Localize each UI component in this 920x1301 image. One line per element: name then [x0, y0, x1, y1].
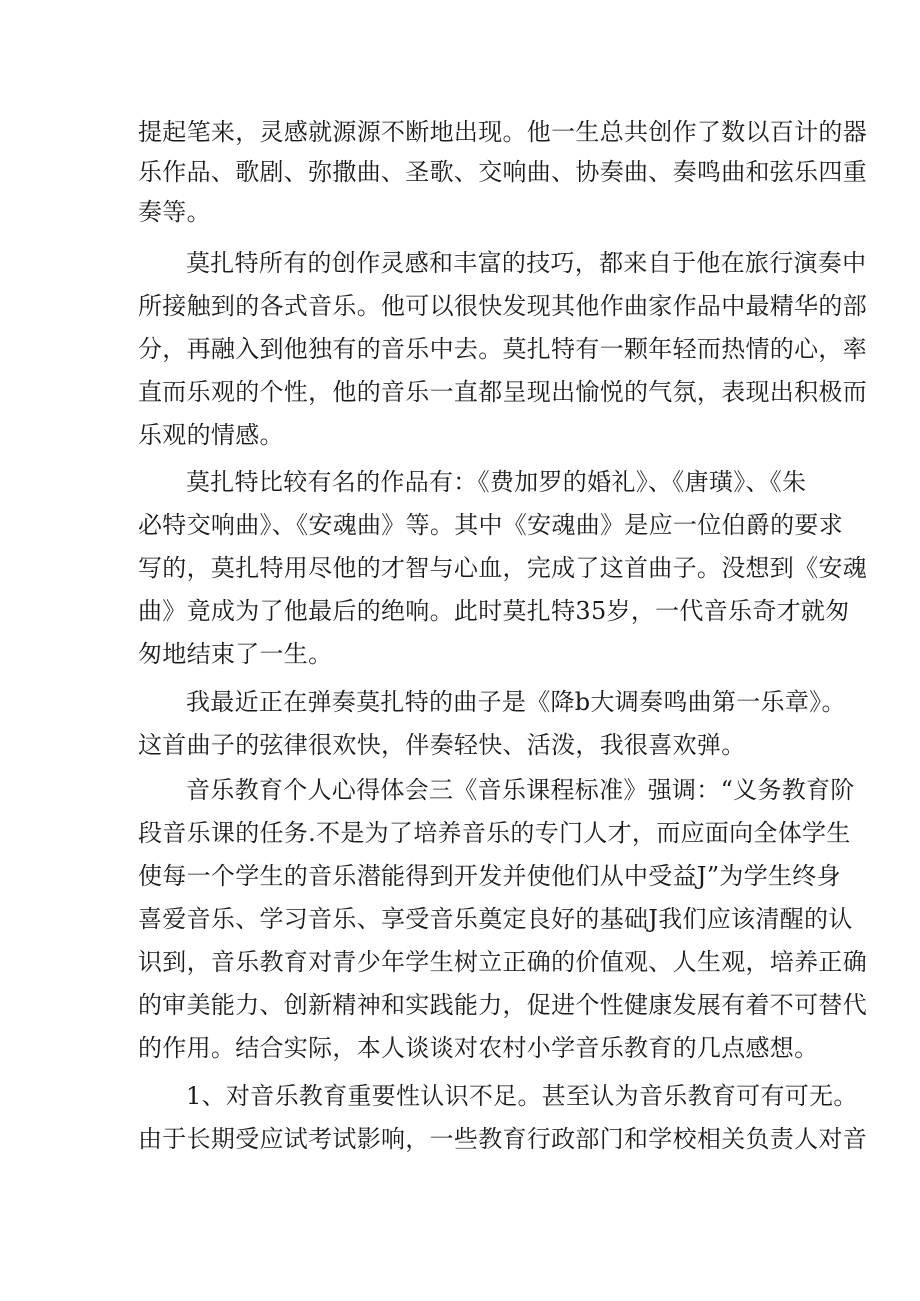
paragraph-line: 段音乐课的任务.不是为了培养音乐的专门人才，而应面向全体学生: [138, 819, 851, 847]
paragraph-line: 由于长期受应试考试影响，一些教育行政部门和学校相关负责人对音: [138, 1125, 867, 1153]
paragraph-line: 匆地结束了一生。: [138, 640, 333, 668]
paragraph-line: 1、对音乐教育重要性认识不足。甚至认为音乐教育可有可无。: [186, 1082, 858, 1110]
paragraph-line: 乐作品、歌剧、弥撒曲、圣歌、交响曲、协奏曲、奏鸣曲和弦乐四重: [138, 158, 867, 186]
paragraph-line: 提起笔来，灵感就源源不断地出现。他一生总共创作了数以百计的器: [138, 118, 867, 146]
paragraph-line: 音乐教育个人心得体会三《音乐课程标准》强调：“义务教育阶: [186, 776, 855, 804]
paragraph-line: 的作用。结合实际，本人谈谈对农村小学音乐教育的几点感想。: [138, 1034, 819, 1062]
paragraph-line: 乐观的情感。: [138, 421, 284, 449]
paragraph-line: 曲》竟成为了他最后的绝响。此时莫扎特35岁，一代音乐奇才就匆: [138, 597, 850, 625]
paragraph-line: 所接触到的各式音乐。他可以很快发现其他作曲家作品中最精华的部: [138, 292, 867, 320]
paragraph-line: 直而乐观的个性，他的音乐一直都呈现出愉悦的气氛，表现出积极而: [138, 378, 867, 406]
paragraph-line: 我最近正在弹奏莫扎特的曲子是《降b大调奏鸣曲第一乐章》。: [186, 688, 846, 716]
paragraph-line: 使每一个学生的音乐潜能得到开发并使他们从中受益J”为学生终身: [138, 862, 841, 890]
paragraph-line: 必特交响曲》、《安魂曲》等。其中《安魂曲》是应一位伯爵的要求: [138, 511, 843, 539]
paragraph-line: 莫扎特所有的创作灵感和丰富的技巧，都来自于他在旅行演奏中: [186, 249, 867, 277]
paragraph-line: 写的，莫扎特用尽他的才智与心血，完成了这首曲子。没想到《安魂: [138, 554, 867, 582]
paragraph-line: 的审美能力、创新精神和实践能力，促进个性健康发展有着不可替代: [138, 991, 867, 1019]
paragraph-line: 莫扎特比较有名的作品有：《费加罗的婚礼》、《唐璜》、《朱: [186, 468, 807, 496]
paragraph-line: 识到，音乐教育对青少年学生树立正确的价值观、人生观，培养正确: [138, 948, 867, 976]
paragraph-line: 这首曲子的弦律很欢快，伴奏轻快、活泼，我很喜欢弹。: [138, 731, 746, 759]
paragraph-line: 分，再融入到他独有的音乐中去。莫扎特有一颗年轻而热情的心，率: [138, 335, 867, 363]
paragraph-line: 奏等。: [138, 198, 211, 226]
paragraph-line: 喜爱音乐、学习音乐、享受音乐奠定良好的基础J我们应该清醒的认: [138, 905, 853, 933]
